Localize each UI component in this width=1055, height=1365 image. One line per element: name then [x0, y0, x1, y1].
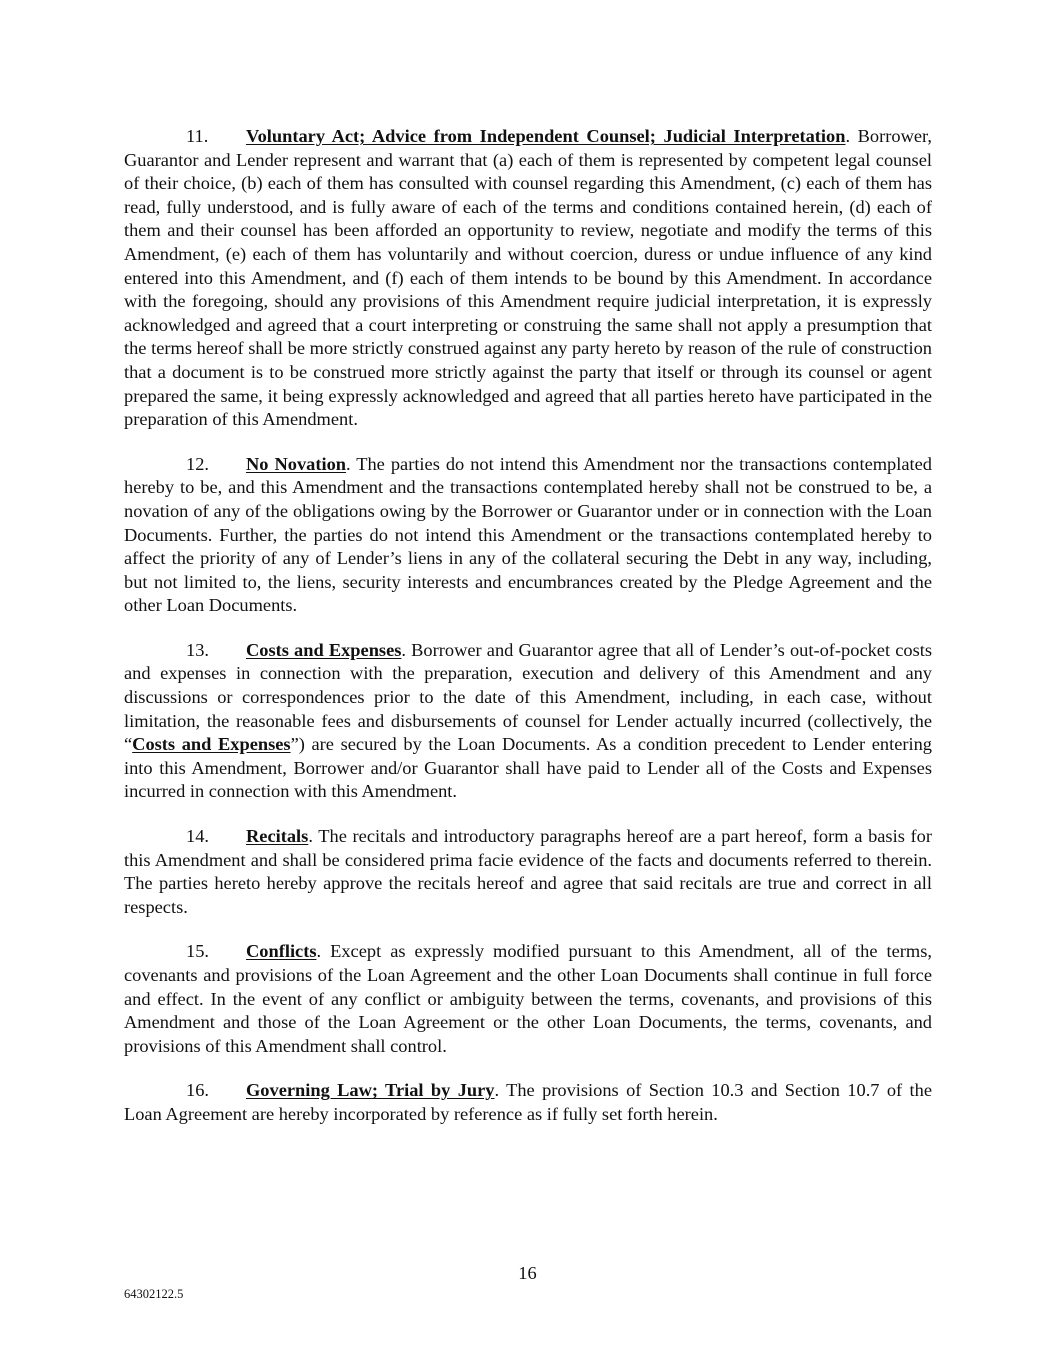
section-heading: Costs and Expenses [246, 639, 402, 660]
section-16 [124, 1079, 932, 1126]
section-number: 15. [186, 941, 209, 962]
section-12 [124, 453, 932, 618]
section-13 [124, 639, 932, 804]
section-heading: Conflicts [246, 941, 317, 962]
section-number: 14. [186, 826, 209, 847]
section-text: . Except as expressly modified pursuant to this Amendment, all of the terms, covenants and provisions of the Loan Agreement and the other Loan Documents shall continue in full force and effect. In the event of any conflict or ambiguity between the terms, covenants, and provisions of this Amendment and those of the Loan Agreement or the other Loan Documents, the terms, covenants, and provisions of this Amendment shall control. [124, 941, 932, 1056]
defined-term: Costs and Expenses [132, 734, 291, 755]
section-number: 11. [186, 126, 209, 146]
section-text: . Borrower, Guarantor and Lender represent and warrant that (a) each of them is represented by competent legal counsel of their choice, (b) each of them has consulted with counsel regarding this Amendment, (c) each of them has read, fully understood, and is fully aware of each of the terms and conditions contained herein, (d) each of them and their counsel has been afforded an opportunity to review, negotiate and modify the terms of this Amendment, (e) each of them has voluntarily and without coercion, duress or undue influence of any kind entered into this Amendment, and (f) each of them intends to be bound by this Amendment. In accordance with the foregoing, should any provisions of this Amendment require judicial interpretation, it is expressly acknowledged and agreed that a court interpreting or construing the same shall not apply a presumption that the terms hereof shall be more strictly construed against any party hereto by reason of the rule of construction that a document is to be construed more strictly against the party that itself or through its counsel or agent prepared the same, it being expressly acknowledged and agreed that all parties hereto have participated in the preparation of this Amendment. [124, 126, 932, 430]
section-heading: Recitals [246, 826, 309, 847]
document-id: 64302122.5 [124, 1287, 184, 1301]
section-text: . The provisions of Section 10.3 and Section 10.7 of the Loan Agreement are hereby incorporated by reference as if fully set forth herein. [124, 1080, 933, 1124]
section-number: 13. [186, 639, 209, 660]
section-heading: Voluntary Act; Advice from Independent Counsel; Judicial Interpretation [246, 126, 846, 146]
section-number: 12. [186, 453, 209, 474]
section-11 [124, 125, 932, 432]
document-body [124, 125, 932, 1148]
section-heading: Governing Law; Trial by Jury [246, 1080, 495, 1101]
page-number: 16 [518, 1263, 537, 1283]
section-number: 16. [186, 1080, 209, 1101]
section-text: . The recitals and introductory paragraphs hereof are a part hereof, form a basis for this Amendment and shall be considered prima facie evidence of the facts and documents referred to therein. The parties hereto hereby approve the recitals hereof and agree that said recitals are true and correct in all respects. [124, 826, 932, 917]
section-heading: No Novation [246, 453, 346, 474]
section-15 [124, 940, 932, 1058]
section-text-after: ”) are secured by the Loan Documents. As a condition precedent to Lender entering into this Amendment, Borrower and/or Guarantor shall have paid to Lender all of the Costs and Expenses incurred in connection with this Amendment. [124, 734, 932, 802]
section-text-before: . Borrower and Guarantor agree that all of Lender’s out-of-pocket costs and expenses in connection with the preparation, execution and delivery of this Amendment and any discussions or correspondences prior to the date of this Amendment, including, in each case, without limitation, the reasonable fees and disbursements of counsel for Lender actually incurred (collectively, the “ [124, 639, 932, 755]
section-text: . The parties do not intend this Amendment nor the transactions contemplated hereby to be, and this Amendment and the transactions contemplated hereby shall not be construed to be, a novation of any of the obligations owing by the Borrower or Guarantor under or in connection with the Loan Documents. Further, the parties do not intend this Amendment or the transactions contemplated hereby to affect the priority of any of Lender’s liens in any of the collateral securing the Debt in any way, including, but not limited to, the liens, security interests and encumbrances created by the Pledge Agreement and the other Loan Documents. [124, 453, 932, 616]
section-14 [124, 825, 932, 919]
